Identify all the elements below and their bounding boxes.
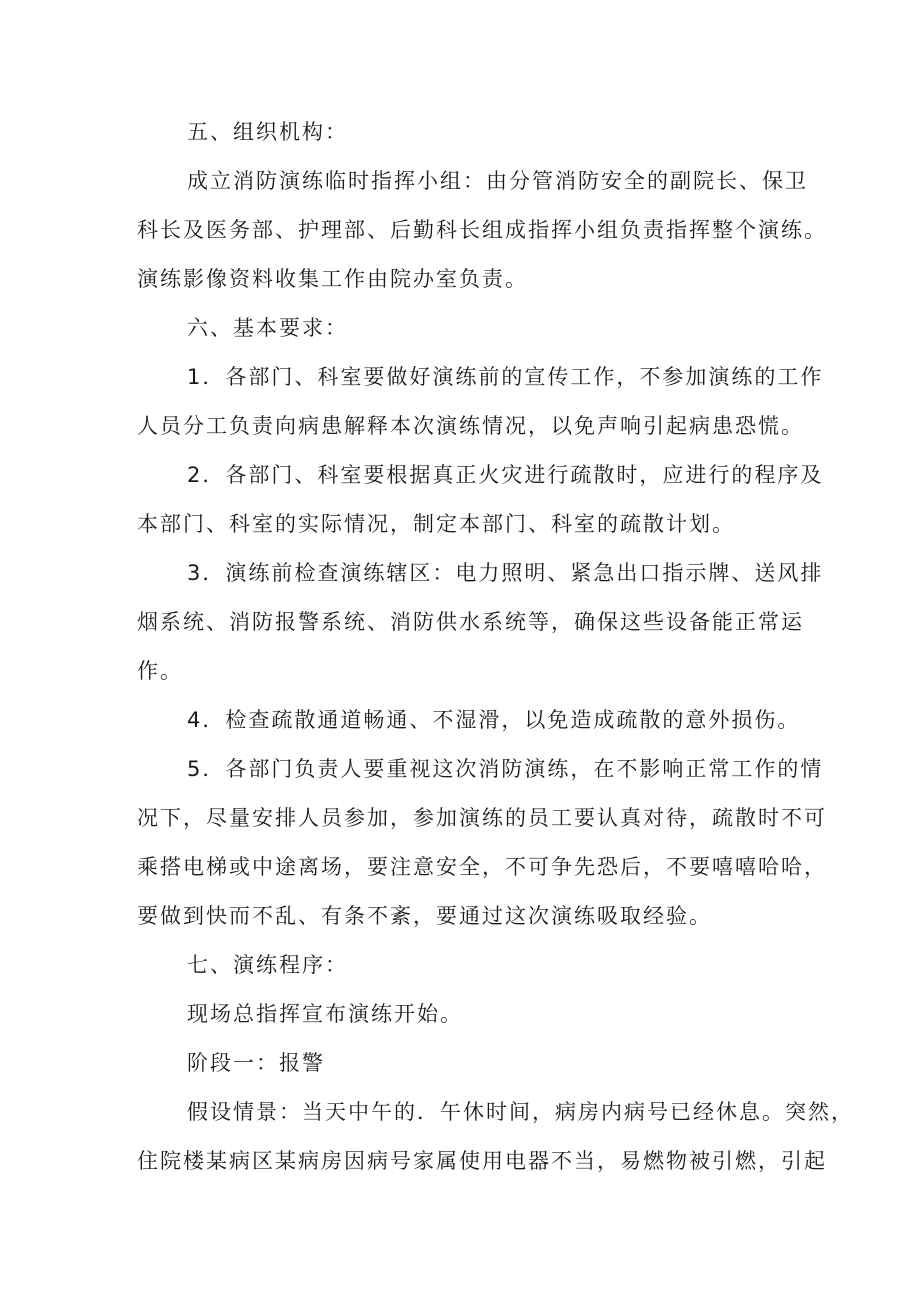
stage-heading: 阶段一：报警 bbox=[187, 1051, 325, 1075]
list-item-2: 2．各部门、科室要根据真正火灾进行疏散时，应进行的程序及 bbox=[187, 463, 824, 487]
list-item-5-continued: 况下，尽量安排人员参加，参加演练的员工要认真对待，疏散时不可 bbox=[137, 806, 827, 830]
list-item-5-continued: 要做到快而不乱、有条不紊，要通过这次演练吸取经验。 bbox=[137, 904, 712, 928]
list-item-1: 1．各部门、科室要做好演练前的宣传工作，不参加演练的工作 bbox=[187, 365, 824, 389]
list-item-5-continued: 乘搭电梯或中途离场，要注意安全，不可争先恐后，不要嘻嘻哈哈， bbox=[137, 855, 827, 879]
list-item-3-continued: 烟系统、消防报警系统、消防供水系统等，确保这些设备能正常运 bbox=[137, 610, 804, 634]
paragraph-line: 假设情景：当天中午的．午休时间，病房内病号已经休息。突然， bbox=[187, 1100, 854, 1124]
list-item-1-continued: 人员分工负责向病患解释本次演练情况，以免声响引起病患恐慌。 bbox=[137, 414, 804, 438]
section-heading-requirements: 六、基本要求： bbox=[187, 316, 348, 340]
paragraph-line: 演练影像资料收集工作由院办室负责。 bbox=[137, 267, 528, 291]
section-heading-organization: 五、组织机构： bbox=[187, 120, 348, 144]
paragraph-line: 科长及医务部、护理部、后勤科长组成指挥小组负责指挥整个演练。 bbox=[137, 218, 827, 242]
section-heading-procedure: 七、演练程序： bbox=[187, 953, 348, 977]
list-item-4: 4．检查疏散通道畅通、不湿滑，以免造成疏散的意外损伤。 bbox=[187, 708, 801, 732]
paragraph-line: 现场总指挥宣布演练开始。 bbox=[187, 1002, 463, 1026]
list-item-2-continued: 本部门、科室的实际情况，制定本部门、科室的疏散计划。 bbox=[137, 512, 735, 536]
paragraph-line: 住院楼某病区某病房因病号家属使用电器不当，易燃物被引燃，引起 bbox=[137, 1149, 827, 1173]
paragraph-line: 成立消防演练临时指挥小组：由分管消防安全的副院长、保卫 bbox=[187, 169, 808, 193]
list-item-3-continued: 作。 bbox=[137, 659, 183, 683]
list-item-3: 3．演练前检查演练辖区：电力照明、紧急出口指示牌、送风排 bbox=[187, 561, 824, 585]
list-item-5: 5．各部门负责人要重视这次消防演练，在不影响正常工作的情 bbox=[187, 757, 824, 781]
